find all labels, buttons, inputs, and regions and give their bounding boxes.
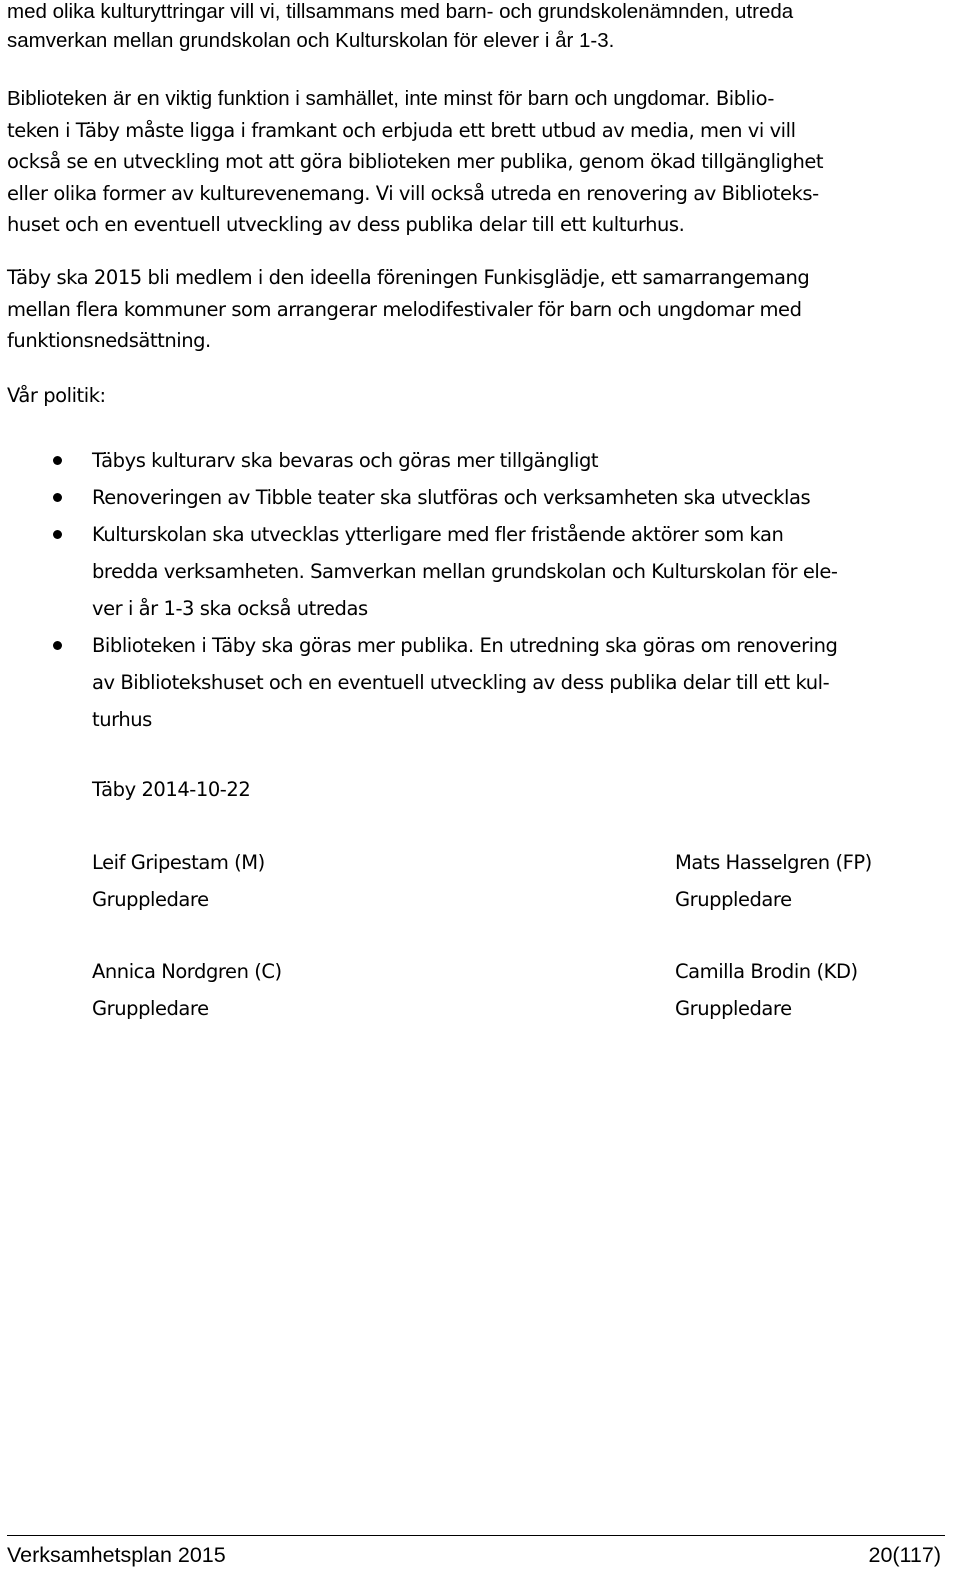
list-item: [0, 442, 960, 479]
signatory: [92, 845, 265, 918]
footer-title: Verksamhetsplan 2015: [7, 1543, 226, 1567]
bullet-icon: [53, 493, 62, 502]
text-line: mellan flera kommuner som arrangerar melodifestivaler för barn och ungdomar med: [7, 297, 802, 321]
text-line: också se en utveckling mot att göra biblioteken mer publika, genom ökad tillgänglighet: [7, 150, 824, 173]
text-line: eller olika former av kulturevenemang. Vi vill också utreda en renovering av Biblioteks-: [7, 181, 819, 205]
bullet-icon: [53, 456, 62, 465]
signatory-name: Annica Nordgren (C): [92, 960, 282, 983]
text-line: bredda verksamheten. Samverkan mellan grundskolan och Kulturskolan för ele-: [92, 560, 838, 583]
text-line: [7, 83, 823, 115]
text-line: Täby ska 2015 bli medlem i den ideella föreningen Funkisglädje, ett samarrangemang: [7, 266, 810, 289]
list-item: [0, 479, 960, 516]
intro-paragraph: [7, 0, 793, 55]
signatory: [675, 845, 872, 918]
footer-divider: [7, 1535, 945, 1536]
date-line: Täby 2014-10-22: [92, 778, 251, 801]
text-line: av Bibliotekshuset och en eventuell utveckling av dess publika delar till ett kul-: [92, 671, 830, 694]
list-item-text: [92, 442, 960, 479]
text-line: ver i år 1-3 ska också utredas: [92, 597, 368, 620]
list-item-text: [92, 516, 960, 627]
politik-heading: Vår politik:: [7, 384, 106, 407]
funkis-paragraph: [7, 262, 809, 357]
libraries-paragraph: [7, 83, 823, 241]
text-line: Renoveringen av Tibble teater ska slutföras och verksamheten ska utvecklas: [92, 486, 811, 509]
list-item: [0, 627, 960, 738]
text-line: Täbys kulturarv ska bevaras och göras mer tillgängligt: [92, 449, 599, 472]
text-line: funktionsnedsättning.: [7, 329, 211, 352]
text-line: samverkan mellan grundskolan och Kulturskolan för elever i år 1-3.: [7, 29, 615, 52]
text-line: teken i Täby måste ligga i framkant och erbjuda ett brett utbud av media, men vi vill: [7, 118, 796, 142]
page-number: 20(117): [868, 1543, 941, 1567]
text-line-end: Biblio-: [710, 87, 775, 110]
signatory-role: Gruppledare: [675, 996, 792, 1020]
text-line-sans-part: Biblioteken är en viktig funktion i samhället, inte minst för barn och ungdomar.: [7, 87, 711, 110]
signatory: [675, 954, 858, 1027]
signatory-role: Gruppledare: [92, 887, 209, 911]
list-item: [0, 516, 960, 627]
policy-bullet-list: [0, 442, 960, 738]
list-item-text: [92, 627, 960, 738]
signatory-name: Leif Gripestam (M): [92, 851, 265, 874]
text-line: Kulturskolan ska utvecklas ytterligare med fler fristående aktörer som kan: [92, 523, 784, 546]
text-line: Biblioteken i Täby ska göras mer publika. En utredning ska göras om renovering: [92, 634, 838, 657]
signatory-role: Gruppledare: [92, 996, 209, 1020]
list-item-text: [92, 479, 960, 516]
bullet-icon: [53, 530, 62, 539]
text-line: turhus: [92, 708, 152, 731]
signatory-name: Mats Hasselgren (FP): [675, 851, 872, 874]
bullet-icon: [53, 641, 62, 650]
text-line: med olika kulturyttringar vill vi, tillsammans med barn- och grundskolenämnden, utreda: [7, 0, 794, 23]
text-line: huset och en eventuell utveckling av dess publika delar till ett kulturhus.: [7, 213, 685, 236]
signatory-role: Gruppledare: [675, 887, 792, 911]
signatory: [92, 954, 282, 1027]
signatory-name: Camilla Brodin (KD): [675, 960, 858, 983]
